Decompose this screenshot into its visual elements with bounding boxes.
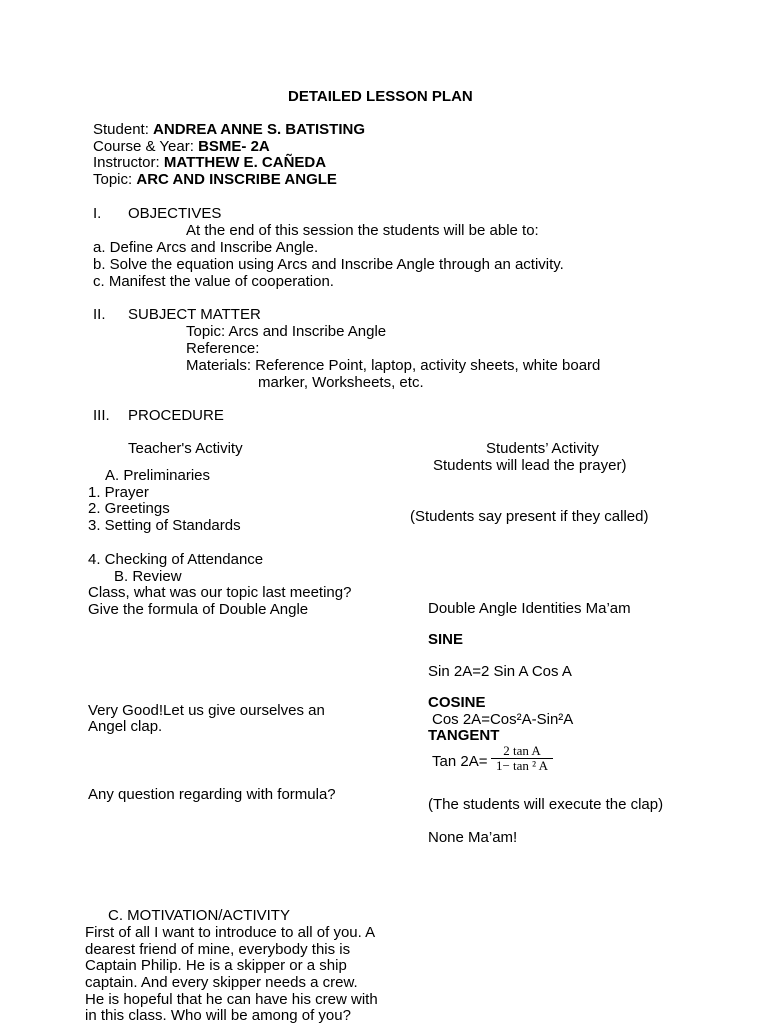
motivation-heading: C. MOTIVATION/ACTIVITY	[108, 907, 290, 924]
sine-label: SINE	[428, 631, 464, 648]
review-formula-prompt: Give the formula of Double Angle	[88, 601, 309, 618]
objectives-intro: At the end of this session the students will be able to:	[186, 222, 539, 239]
sine-formula: Sin 2A=2 Sin A Cos A	[428, 663, 572, 680]
cosine-label: COSINE	[428, 694, 486, 711]
prelim-item: 1. Prayer	[88, 484, 149, 501]
tangent-numerator: 2 tan A	[503, 743, 541, 758]
review-question: Class, what was our topic last meeting?	[88, 584, 352, 601]
subject-materials: Materials: Reference Point, laptop, activity sheets, white board	[186, 357, 601, 374]
prelim-item: 2. Greetings	[88, 500, 170, 517]
motivation-line: captain. And every skipper needs a crew.	[85, 974, 358, 991]
objectives-heading: OBJECTIVES	[128, 205, 222, 222]
course-line	[93, 138, 270, 155]
objectives-number: I.	[93, 205, 102, 222]
student-clap: (The students will execute the clap)	[428, 796, 664, 813]
motivation-line: dearest friend of mine, everybody this is	[85, 941, 351, 958]
attendance-item: 4. Checking of Attendance	[88, 551, 264, 568]
student-label: Student:	[93, 121, 154, 138]
preliminaries-heading: A. Preliminaries	[105, 467, 211, 484]
motivation-line: He is hopeful that he can have his crew with	[85, 991, 378, 1008]
student-line	[93, 121, 365, 138]
student-present: (Students say present if they called)	[410, 508, 649, 525]
topic-line	[93, 171, 337, 188]
tangent-fraction	[491, 744, 553, 773]
student-double-angle: Double Angle Identities Ma’am	[428, 600, 631, 617]
any-question: Any question regarding with formula?	[88, 786, 336, 803]
instructor-label: Instructor:	[93, 154, 164, 171]
subject-number: II.	[93, 306, 106, 323]
cosine-formula: Cos 2A=Cos²A-Sin²A	[432, 711, 574, 728]
teacher-activity-heading: Teacher's Activity	[128, 440, 243, 457]
very-good-line-cont: Angel clap.	[88, 718, 163, 735]
course-value: BSME- 2A	[198, 138, 270, 155]
tangent-denominator: 1− tan ² A	[495, 758, 549, 773]
prelim-item: 3. Setting of Standards	[88, 517, 241, 534]
objective-item: c. Manifest the value of cooperation.	[93, 273, 334, 290]
instructor-name: MATTHEW E. CAÑEDA	[163, 154, 327, 171]
subject-heading: SUBJECT MATTER	[128, 306, 261, 323]
motivation-line: Captain Philip. He is a skipper or a ship	[85, 957, 347, 974]
instructor-line	[93, 154, 326, 171]
subject-reference: Reference:	[186, 340, 260, 357]
motivation-line: First of all I want to introduce to all of you. A	[85, 924, 376, 941]
very-good-line: Very Good!Let us give ourselves an	[88, 702, 325, 719]
page-title: DETAILED LESSON PLAN	[288, 88, 473, 105]
objective-item: a. Define Arcs and Inscribe Angle.	[93, 239, 319, 256]
tangent-label: TANGENT	[428, 727, 500, 744]
students-activity-heading: Students’ Activity	[486, 440, 599, 457]
motivation-line: in this class. Who will be among of you?	[85, 1007, 351, 1024]
subject-materials-cont: marker, Worksheets, etc.	[258, 374, 424, 391]
topic-value: ARC AND INSCRIBE ANGLE	[136, 171, 337, 188]
student-prayer: Students will lead the prayer)	[433, 457, 627, 474]
subject-topic: Topic: Arcs and Inscribe Angle	[186, 323, 387, 340]
student-name: ANDREA ANNE S. BATISTING	[153, 121, 365, 138]
course-label: Course & Year:	[93, 138, 199, 155]
topic-label: Topic:	[93, 171, 137, 188]
objective-item: b. Solve the equation using Arcs and Inscribe Angle through an activity.	[93, 256, 564, 273]
procedure-heading: PROCEDURE	[128, 407, 224, 424]
review-heading: B. Review	[114, 568, 182, 585]
student-none: None Ma’am!	[428, 829, 518, 846]
procedure-number: III.	[93, 407, 110, 424]
tangent-prefix: Tan 2A=	[432, 753, 488, 770]
